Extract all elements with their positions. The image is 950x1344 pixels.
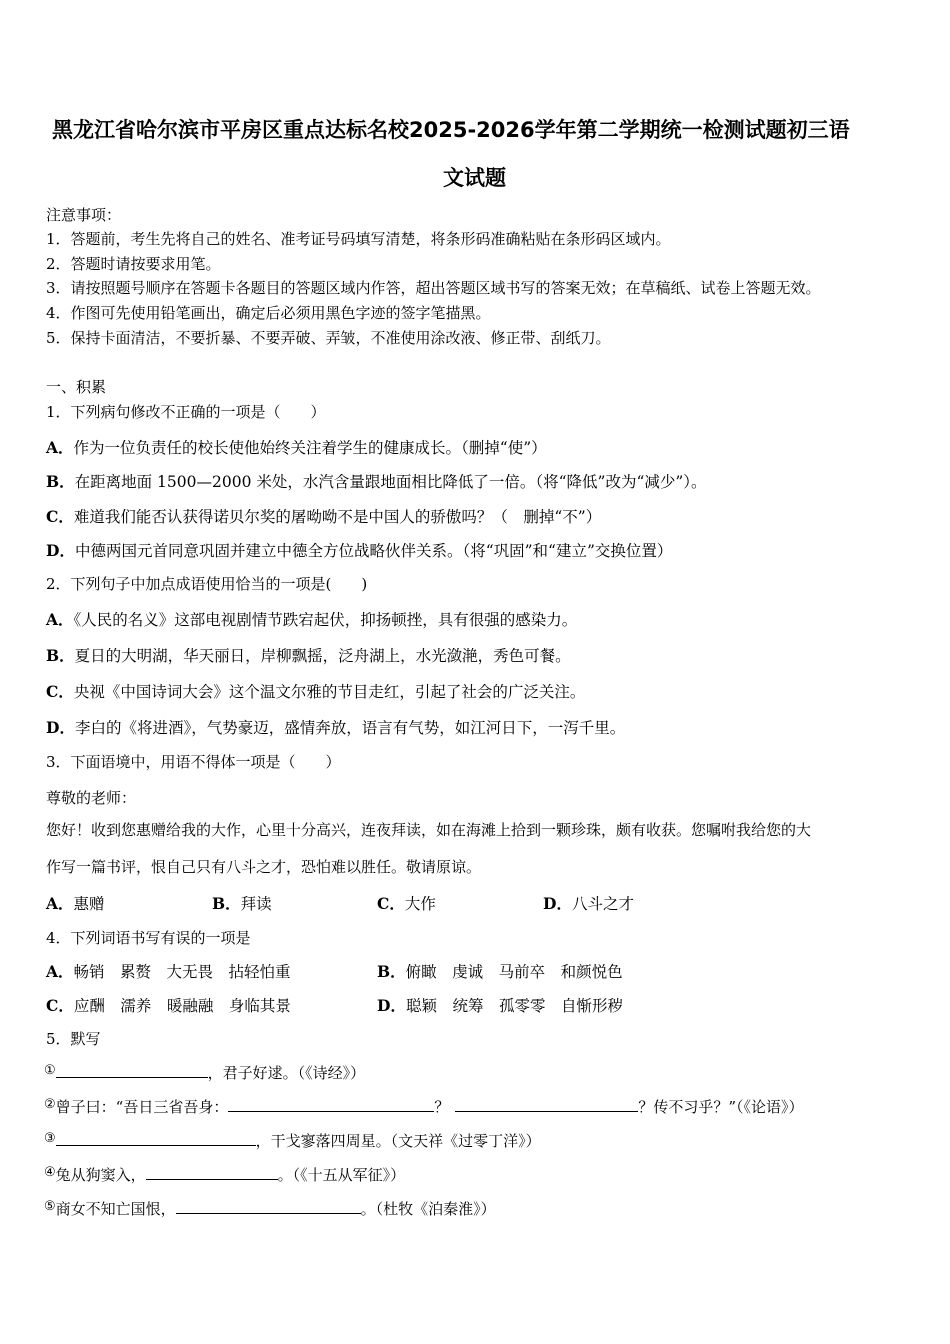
option-label: C． [377,894,405,913]
notice-item: 2．答题时请按要求用笔。 [46,255,221,273]
option-row [46,644,571,666]
dictation-text: 商女不知亡国恨， [55,1200,176,1218]
option-row [212,892,272,914]
option-row [46,608,577,630]
option-text: 畅销 累赘 大无畏 拈轻怕重 [73,963,291,981]
option-text: 中德两国元首同意巩固并建立中德全方位战略伙伴关系。（将“巩固”和“建立”交换位置） [74,542,673,560]
dictation-text: 兔从狗窦入， [55,1166,146,1184]
option-label: D． [543,894,572,913]
letter-body: 作写一篇书评，恨自己只有八斗之才，恐怕难以胜任。敬请原谅。 [46,858,482,876]
option-label: B． [46,472,75,491]
circled-number: ③ [44,1131,56,1146]
option-label: A． [46,894,74,913]
option-row [46,892,105,914]
blank-line[interactable] [56,1063,208,1078]
option-row [46,539,672,561]
option-label: C． [46,507,74,526]
dictation-text: ？传不习乎？”（《论语》） [638,1098,804,1116]
option-text: 拜读 [240,895,272,913]
question-stem: 1．下列病句修改不正确的一项是（ ） [46,403,326,421]
option-text: 在距离地面 1500—2000 米处，水汽含量跟地面相比降低了一倍。（将“降低”改为“减少”）。 [74,473,707,491]
option-text: 惠赠 [73,895,105,913]
page-title: 黑龙江省哈尔滨市平房区重点达标名校2025-2026学年第二学期统一检测试题初三语 [52,118,850,142]
option-row [46,470,707,492]
option-label: D． [377,996,406,1015]
dictation-text: 曾子曰：“吾日三省吾身： [55,1098,229,1116]
circled-number: ① [44,1063,56,1078]
option-text: 《人民的名义》这部电视剧情节跌宕起伏，抑扬顿挫，具有很强的感染力。 [73,611,578,629]
circled-number: ② [44,1097,56,1112]
question-stem: 2．下列句子中加点成语使用恰当的一项是( ) [46,575,368,593]
option-text: 应酬 濡养 暖融融 身临其景 [73,997,291,1015]
option-label: B． [377,962,406,981]
notice-item: 1．答题前，考生先将自己的姓名、准考证号码填写清楚，将条形码准确粘贴在条形码区域内。 [46,230,671,248]
option-row [377,994,623,1016]
option-label: B． [212,894,241,913]
blank-line[interactable] [146,1165,278,1180]
dictation-text: 。（杜牧《泊秦淮》） [360,1200,496,1218]
option-label: A． [46,438,74,457]
option-text: 央视《中国诗词大会》这个温文尔雅的节目走红，引起了社会的广泛关注。 [73,683,586,701]
option-row [46,505,601,527]
dictation-line [44,1062,365,1083]
blank-line[interactable] [228,1097,434,1112]
blank-line[interactable] [176,1199,361,1214]
option-label: D． [46,718,75,737]
letter-salutation: 尊敬的老师： [46,789,137,807]
question-stem: 3．下面语境中，用语不得体一项是（ ） [46,753,341,771]
notice-item: 3．请按照题号顺序在答题卡各题目的答题区域内作答，超出答题区域书写的答案无效；在草稿纸、试卷上答题无效。 [46,279,821,297]
option-label: A． [46,610,74,629]
option-row [46,716,625,738]
page-title-continued: 文试题 [443,166,506,190]
option-row [543,892,634,914]
option-text: 李白的《将进酒》，气势豪迈，盛情奔放，语言有气势，如江河日下，一泻千里。 [74,719,626,737]
dictation-text: ？ [434,1098,450,1116]
option-text: 夏日的大明湖，华天丽日，岸柳飘摇，泛舟湖上，水光潋滟，秀色可餐。 [74,647,571,665]
option-label: C． [46,996,74,1015]
dictation-text: ，干戈寥落四周星。（文天祥《过零丁洋》） [255,1132,541,1150]
dictation-line [44,1164,405,1185]
option-text: 八斗之才 [571,895,634,913]
option-label: C． [46,682,74,701]
option-text: 聪颖 统筹 孤零零 自惭形秽 [405,997,623,1015]
option-row [377,892,436,914]
option-text: 大作 [404,895,436,913]
dictation-line [44,1096,804,1117]
option-row [377,960,623,982]
option-text: 作为一位负责任的校长使他始终关注着学生的健康成长。（删掉“使”） [73,439,547,457]
letter-body: 您好！收到您惠赠给我的大作，心里十分高兴，连夜拜读，如在海滩上拾到一颗珍珠，颇有收获。您嘱咐我给您的大 [46,821,812,839]
option-row [46,994,291,1016]
blank-line[interactable] [455,1097,638,1112]
dictation-line [44,1198,496,1219]
notice-item: 4．作图可先使用铅笔画出，确定后必须用黑色字迹的签字笔描黑。 [46,304,491,322]
dictation-line [44,1130,541,1151]
option-label: D． [46,541,75,560]
blank-line[interactable] [56,1131,256,1146]
notice-item: 5．保持卡面清洁，不要折暴、不要弄破、弄皱，不准使用涂改液、修正带、刮纸刀。 [46,329,611,347]
option-label: B． [46,646,75,665]
question-stem: 4．下列词语书写有误的一项是 [46,929,251,947]
option-row [46,960,291,982]
circled-number: ⑤ [44,1199,56,1214]
option-text: 难道我们能否认获得诺贝尔奖的屠呦呦不是中国人的骄傲吗？（ 删掉“不”） [73,508,602,526]
option-row [46,436,547,458]
option-text: 俯瞰 虔诚 马前卒 和颜悦色 [405,963,623,981]
notice-heading: 注意事项： [46,206,122,224]
option-row [46,680,585,702]
option-label: A． [46,962,74,981]
section-heading: 一、积累 [46,378,107,396]
question-stem: 5．默写 [46,1030,101,1048]
dictation-text: 。（《十五从军征》） [277,1166,406,1184]
circled-number: ④ [44,1165,56,1180]
dictation-text: ，君子好逑。（《诗经》） [207,1064,366,1082]
